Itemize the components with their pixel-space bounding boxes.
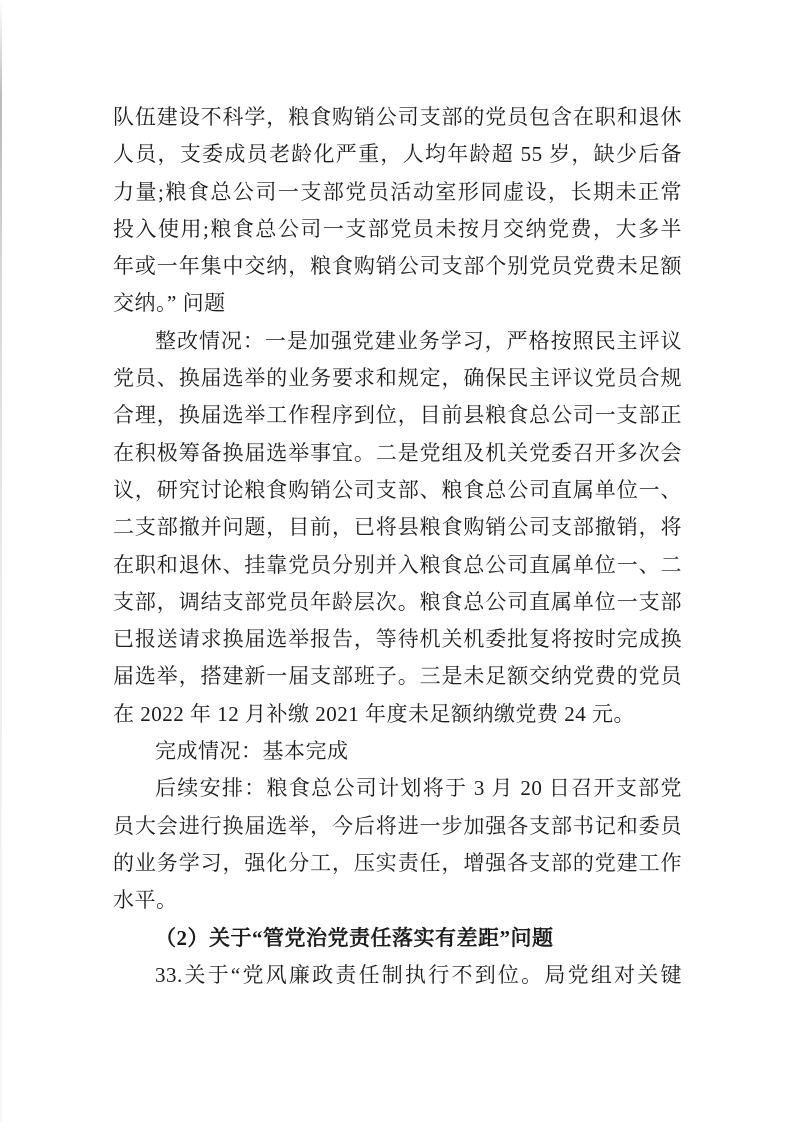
text-line: 后续安排：粮食总公司计划将于 3 月 20 日召开支部党 xyxy=(155,776,682,801)
text-line: 力量;粮食总公司一支部党员活动室形同虚设，长期未正常 xyxy=(113,179,682,204)
text-line: 的业务学习，强化分工，压实责任，增强各支部的党建工作 xyxy=(113,850,682,875)
text-line: 投入使用;粮食总公司一支部党员未按月交纳党费，大多半 xyxy=(113,216,682,241)
text-line: 在职和退休、挂靠党员分别并入粮食总公司直属单位一、二 xyxy=(113,552,682,577)
text-line: 在积极筹备换届选举事宜。二是党组及机关党委召开多次会 xyxy=(113,440,682,465)
text-line: 年或一年集中交纳，粮食购销公司支部个别党员党费未足额 xyxy=(113,254,682,279)
text-line: 人员，支委成员老龄化严重，人均年龄超 55 岁，缺少后备 xyxy=(113,142,682,167)
text-line: 党员、换届选举的业务要求和规定，确保民主评议党员合规 xyxy=(113,366,682,391)
text-line: 交纳。” 问题 xyxy=(113,291,226,316)
text-line: 整改情况：一是加强党建业务学习，严格按照民主评议 xyxy=(155,328,682,353)
text-line: 33.关于“党风廉政责任制执行不到位。局党组对关键 xyxy=(155,962,682,987)
section-heading: （2）关于“管党治党责任落实有差距”问题 xyxy=(155,925,554,950)
text-line: 员大会进行换届选举，今后将进一步加强各支部书记和委员 xyxy=(113,813,682,838)
text-line: 合理，换届选举工作程序到位，目前县粮食总公司一支部正 xyxy=(113,403,682,428)
text-block xyxy=(113,99,682,994)
text-line: 队伍建设不科学，粮食购销公司支部的党员包含在职和退休 xyxy=(113,105,682,129)
text-line: 已报送请求换届选举报告，等待机关机委批复将按时完成换 xyxy=(113,627,682,652)
text-line: 届选举，搭建新一届支部班子。三是未足额交纳党费的党员 xyxy=(113,664,682,689)
text-line: 完成情况：基本完成 xyxy=(155,739,349,764)
text-line: 水平。 xyxy=(113,888,178,913)
text-line: 支部，调结支部党员年龄层次。粮食总公司直属单位一支部 xyxy=(113,589,682,614)
text-line: 议，研究讨论粮食购销公司支部、粮食总公司直属单位一、 xyxy=(113,477,682,502)
text-line: 二支部撤并问题，目前，已将县粮食购销公司支部撤销，将 xyxy=(113,515,682,540)
scan-edge-line xyxy=(0,0,2,1122)
text-line: 在 2022 年 12 月补缴 2021 年度未足额纳缴党费 24 元。 xyxy=(113,701,635,726)
